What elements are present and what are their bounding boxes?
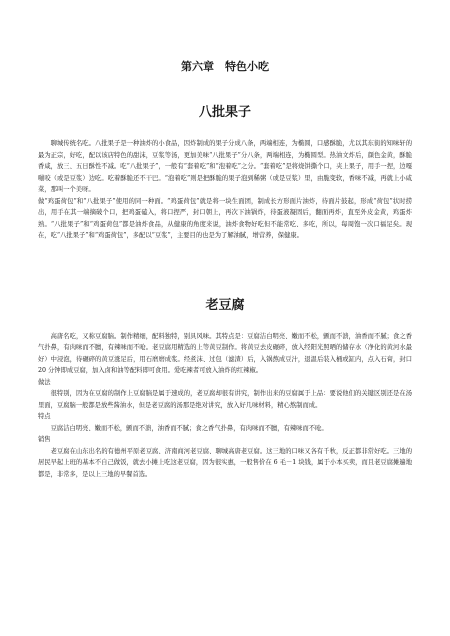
subheading-features: 特点 [38,413,51,420]
chapter-title: 第六章 特色小吃 [181,60,269,73]
paragraph: 豆腐洁白明亮、嫩而不松，颤而不溃，油香而不腻；食之香气扑鼻，有肉味而不膻，有辣味而不呛。 [50,424,328,432]
subheading-sales: 销售 [38,436,51,443]
paragraph: 高唐名吃，又称豆腐脑。制作精细，配料独特，别具风味。其特点是：豆腐洁白明亮、嫩而不松，颤而不溃，油香而不腻；食之香气扑鼻，有肉味而不膻，有辣味而不呛。老豆腐用精选的上等黄豆制作。将黄豆去皮碾碎，放入经阳光照晒的储存水（净化的黄河水最好）中浸泡，待碾碎的黄豆涨足后，用石磨磨成浆。经煮沫、过包（滤渣）后，入锅熬成豆汁，退温后装入桶或缸内，点入石膏，封口 20 分钟即成豆腐，加入卤和油等配料即可食用。爱吃辣者可放入油炸的红辣椒。 [38,332,412,374]
paragraph: 老豆腐在山东出名的有德州平原老豆腐、济南商河老豆腐、聊城高唐老豆腐。这三地的口味又各有千秋，反正都非常好吃。三地的居民早起上班的基本不自己做饭，就去小摊上吃这老豆腐，因为很实惠，一般售价在 6 毛－1 块钱，属于小本买卖，而且老豆腐摊遍地都是，非常多，是以上三地的早餐首选。 [38,447,412,478]
paragraph: 很特别，因为在豆腐的制作上豆腐脑是属于速成的，老豆腐却很有讲究，制作出来的豆腐属于上品：要说他们的关键区别还是在汤里面，豆腐脑一般都是放些酱油水，但是老豆腐的汤那是绝对讲究，放入好几味材料，精心熬制而成。 [38,390,412,409]
section-spacer [38,242,412,294]
document-page [38,58,412,480]
section-title-lao-doufu: 老豆腐 [205,297,245,313]
paragraph: 做“鸡蛋荷包”和“八批果子”使用的同一种面。“鸡蛋荷包”就是将一块生面团，制成长方形面片油炸，待面片鼓起，形成“荷包”状时捞出，用手在其一端摘破个口，把鸡蛋磕入，将口捏严，封口朝上，再次下油锅炸，待蛋液凝固后，翻面再炸，直至外皮金黄，鸡蛋炸熟。“八批果子”和“鸡蛋荷包”都是油炸食品，从健康的角度来说，油炸食物好吃但不能常吃、多吃，所以，每周饱一次口福足矣。现在，吃“八批果子”和“鸡蛋荷包”，多配以“豆浆”，主要目的也是为了解油腻，增营养，保健康。 [38,197,412,239]
subheading-method: 做法 [38,378,51,386]
section-title-bapi-guozi: 八批果子 [198,105,251,120]
paragraph: 聊城传统名吃。八批果子是一种油炸的小食品，因炸制成的果子分成八条，两端相连，为椭圆，口感酥脆，尤以其东街的知味轩的最为正宗，好吃，配以该店特色的甜沫，豆浆等汤，更加美味“八批果子”分八条，两端相连，为椭圆型。热油文炸后，颜色金黄，酥脆香咸，放三、五日酥性不减。吃“八批果子”，一般有“套着吃”和“泡着吃”之分。“套着吃”是将烧饼撕个口，夹上果子，用手一捏，边嘎嘣咬（或是豆浆）边吃。吃着酥脆还不干巴。“泡着吃”则是把酥脆的果子泡到稀粥（或是豆浆）里，由脆变软，香味不减，再就上小咸菜，那叫一个美呀。 [38,140,412,193]
